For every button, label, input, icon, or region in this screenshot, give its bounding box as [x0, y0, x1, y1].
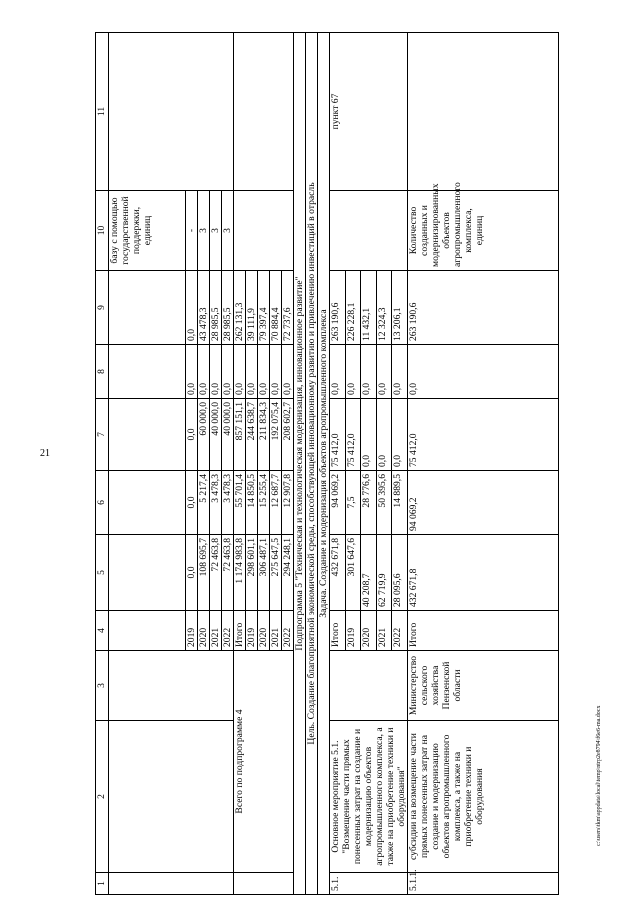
- indicator-text: Количество созданных и модернизированных объектов агропромышленного комплекса, единиц: [408, 191, 559, 271]
- executor: Министерство сельского хозяйства Пензенской области: [408, 651, 559, 721]
- col-num: 4: [96, 611, 109, 651]
- landscape-table-sheet: [95, 35, 528, 895]
- task-text: Задача. Создание и модернизация объектов агропромышленного комплекса: [318, 33, 330, 895]
- col-num: 8: [96, 345, 109, 399]
- table-row: 2020 40 208,7 28 776,6 0,0 0,0 11 432,1: [361, 33, 377, 895]
- col-num: 1: [96, 873, 109, 895]
- reference-point: пункт 67: [330, 33, 408, 191]
- section-row: [306, 33, 318, 895]
- section-title: Подпрограмма 5 "Техническая и технологическая модернизация, инновационное развитие": [294, 33, 306, 895]
- col-num: 7: [96, 399, 109, 471]
- table-row: 2022 28 095,6 14 889,5 0,0 0,0 13 206,1: [392, 33, 408, 895]
- row-number: 5.1.: [330, 873, 408, 895]
- table-row: 2019 0,0 0,0 0,0 0,0 0,0 -: [186, 33, 198, 895]
- table-row: 2020 108 695,7 5 217,4 60 000,0 0,0 43 478,3 3: [198, 33, 210, 895]
- section-row: [318, 33, 330, 895]
- col-num: 3: [96, 651, 109, 721]
- table-row: 2022 72 463,8 3 478,3 40 000,0 0,0 28 985,5 3: [222, 33, 234, 895]
- col-num: 6: [96, 471, 109, 535]
- column-number-row: [96, 33, 109, 895]
- table-row: 5.1. Основное мероприятие 5.1. "Возмещение части прямых понесенных затрат на создание и модернизацию объектов агропромышленного комплекса, а также на приобретение техники и оборудования" Итого 432 671,8 94 069,2 75 412,0 0,0 263 190,6 пункт 67: [330, 33, 346, 895]
- table-row: 2019 301 647,6 7,5 75 412,0 0,0 226 228,1: [345, 33, 361, 895]
- table-row: 2021 62 719,9 50 395,6 0,0 0,0 12 324,3: [376, 33, 392, 895]
- table-row: [109, 33, 186, 895]
- table-row: 2022 294 248,1 12 907,8 208 602,7 0,0 72 737,6: [282, 33, 294, 895]
- table-row: 2021 72 463,8 3 478,3 40 000,0 0,0 28 985,5 3: [210, 33, 222, 895]
- table-row: 5.1.1. субсидии на возмещение части прямых понесенных затрат на создание и модернизацию объектов агропромышленного комплекса, а также на приобретение техники и оборудования Министерство сельского хозяйства Пензенской области Итого 432 671,8 94 069,2 75 412,0 0,0 263 190,6 Количество созданных и модернизированных объектов агропромышленного комплекса, единиц: [408, 33, 559, 895]
- indicator-text: базу с помощью государственной поддержки, единиц: [109, 191, 186, 271]
- program-table: [95, 32, 559, 895]
- table-row: Всего по подпрограмме 4 Итого 1 174 983,8 55 701,4 857 151,1 0,0 262 131,3: [234, 33, 246, 895]
- file-path-footer: c:\users\tkm\appdata\local\temp\ntrp2e8794\f6e6-ma.docx: [596, 705, 602, 846]
- col-num: 5: [96, 535, 109, 611]
- measure-name: Основное мероприятие 5.1. "Возмещение части прямых понесенных затрат на создание и модернизацию объектов агропромышленного комплекса, а также на приобретение техники и оборудования": [330, 721, 408, 873]
- table-row: 2020 306 487,1 15 255,4 211 834,3 0,0 79 397,4: [258, 33, 270, 895]
- col-num: 2: [96, 721, 109, 873]
- section-row: [294, 33, 306, 895]
- table-row: 2019 298 601,1 14 850,5 244 638,7 0,0 39 111,9: [246, 33, 258, 895]
- row-number: 5.1.1.: [408, 873, 559, 895]
- total-subprogram-4-label: Всего по подпрограмме 4: [234, 651, 294, 873]
- subsidy-name: субсидии на возмещение части прямых понесенных затрат на создание и модернизацию объектов агропромышленного комплекса, а также на приобретение техники и оборудования: [408, 721, 559, 873]
- col-num: 11: [96, 33, 109, 191]
- page-number: 21: [40, 448, 50, 459]
- col-num: 9: [96, 271, 109, 345]
- col-num: 10: [96, 191, 109, 271]
- goal-text: Цель. Создание благоприятной экономической среды, способствующей инновационному развитию и привлечению инвестиций в отрасль: [306, 33, 318, 895]
- table-row: 2021 275 647,5 12 687,7 192 075,4 0,0 70 884,4: [270, 33, 282, 895]
